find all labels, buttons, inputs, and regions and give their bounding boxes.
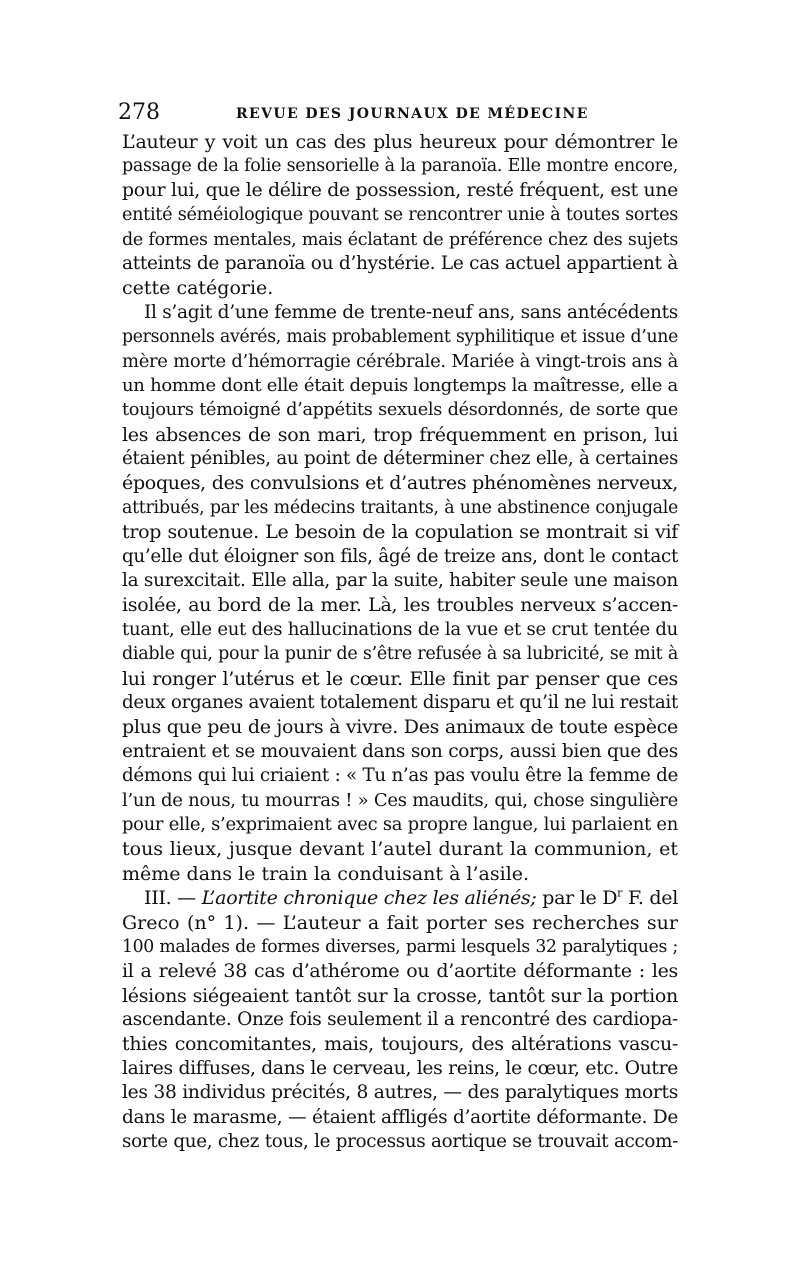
- text-line: attribués, par les médecins traitants, à une abstinence conjugale: [122, 497, 678, 518]
- text-line: qu’elle dut éloigner son fils, âgé de treize ans, dont le contact: [122, 545, 678, 567]
- text-line: laires diffuses, dans le cerveau, les reins, le cœur, etc. Outre: [122, 1057, 678, 1079]
- section-title: L’aortite chronique chez les aliénés;: [201, 887, 537, 910]
- text-line: 100 malades de formes diverses, parmi lesquels 32 paralytiques ;: [122, 936, 678, 957]
- section-author-prefix: par le D: [536, 887, 618, 910]
- text-line: l’un de nous, tu mourras ! » Ces maudits, qui, chose singulière: [122, 789, 678, 811]
- text-line: trop soutenue. Le besoin de la copulation se montrait si vif: [122, 521, 678, 544]
- text-line: mère morte d’hémorragie cérébrale. Mariée à vingt-trois ans à: [122, 350, 678, 372]
- text-line: dans le marasme, — étaient affligés d’aortite déformante. De: [122, 1106, 678, 1128]
- text-line: même dans le train la conduisant à l’asile.: [122, 862, 530, 885]
- section-author-superscript: r: [617, 886, 623, 900]
- body-text: [122, 130, 678, 1154]
- text-line: sorte que, chez tous, le processus aortique se trouvait accom-: [122, 1131, 678, 1153]
- text-line: pour elle, s’exprimaient avec sa propre langue, lui parlaient en: [122, 813, 678, 835]
- running-head: [118, 98, 678, 128]
- text-line: étaient pénibles, au point de déterminer chez elle, à certaines: [122, 448, 678, 470]
- text-line: démons qui lui criaient : « Tu n’as pas voulu être la femme de: [122, 765, 678, 787]
- text-line: Greco (n° 1). — L’auteur a fait porter ses recherches sur: [122, 911, 678, 934]
- text-line: plus que peu de jours à vivre. Des animaux de toute espèce: [122, 716, 678, 739]
- text-line: toujours témoigné d’appétits sexuels désordonnés, de sorte que: [122, 400, 678, 421]
- section-author-name: F. del: [622, 887, 678, 910]
- text-line: thies concomitantes, mais, toujours, des altérations vascu-: [122, 1033, 678, 1056]
- text-line: entité séméiologique pouvant se rencontrer unie à toutes sortes: [122, 205, 678, 226]
- section-heading-line: [122, 886, 678, 910]
- text-line: il a relevé 38 cas d’athérome ou d’aortite déformante : les: [122, 960, 678, 983]
- text-line: époques, des convulsions et d’autres phénomènes nerveux,: [122, 472, 678, 495]
- text-line: tuant, elle eut des hallucinations de la vue et se crut tentée du: [122, 618, 678, 640]
- text-line: passage de la folie sensorielle à la paranoïa. Elle montre encore,: [122, 156, 678, 177]
- text-line: lui ronger l’utérus et le cœur. Elle finit par penser que ces: [122, 667, 678, 690]
- text-line: atteints de paranoïa ou d’hystérie. Le cas actuel appartient à: [122, 252, 678, 274]
- text-line: cette catégorie.: [122, 277, 274, 300]
- text-line: isolée, au bord de la mer. Là, les troubles nerveux s’accen-: [122, 594, 678, 617]
- text-line: de formes mentales, mais éclatant de préférence chez des sujets: [122, 229, 678, 250]
- text-line: personnels avérés, mais probablement syphilitique et issue d’une: [122, 327, 678, 348]
- section-numeral: III. —: [144, 887, 202, 910]
- text-line: les absences de son mari, trop fréquemment en prison, lui: [122, 423, 678, 446]
- text-line: diable qui, pour la punir de s’être refusée à sa lubricité, se mit à: [122, 644, 678, 665]
- text-line: ascendante. Onze fois seulement il a rencontré des cardiopa-: [122, 1009, 678, 1031]
- journal-title: REVUE DES JOURNAUX DE MÉDECINE: [236, 106, 589, 122]
- text-line: lésions siégeaient tantôt sur la crosse, tantôt sur la portion: [122, 984, 678, 1007]
- text-line: deux organes avaient totalement disparu et qu’il ne lui restait: [122, 691, 678, 713]
- text-line: les 38 individus précités, 8 autres, — des paralytiques morts: [122, 1082, 678, 1104]
- text-line: la surexcitait. Elle alla, par la suite, habiter seule une maison: [122, 570, 678, 592]
- text-line: tous lieux, jusque devant l’autel durant la communion, et: [122, 838, 678, 861]
- text-line: Il s’agit d’une femme de trente-neuf ans, sans antécédents: [144, 301, 678, 323]
- text-line: L’auteur y voit un cas des plus heureux pour démontrer le: [122, 131, 678, 153]
- page-number: 278: [118, 100, 160, 125]
- text-line: un homme dont elle était depuis longtemps la maîtresse, elle a: [122, 374, 678, 396]
- text-line: pour lui, que le délire de possession, resté fréquent, est une: [122, 179, 679, 201]
- text-line: entraient et se mouvaient dans son corps, aussi bien que des: [122, 740, 678, 762]
